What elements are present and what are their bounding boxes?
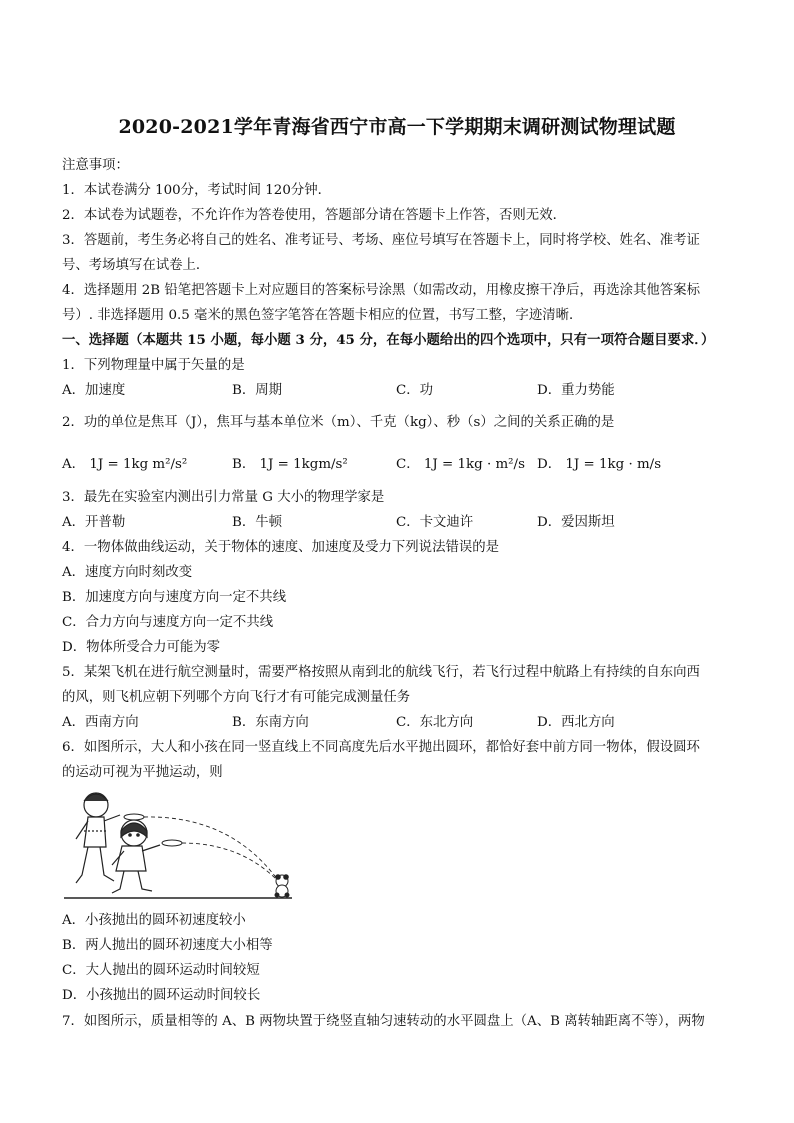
question-1-stem: 1．下列物理量中属于矢量的是	[62, 358, 245, 373]
section-heading: 一、选择题（本题共 15 小题，每小题 3 分，45 分，在每小题给出的四个选项中，只有一项符合题目要求．）	[62, 332, 715, 348]
question-2-stem: 2．功的单位是焦耳（J），焦耳与基本单位米（m）、千克（kg）、秒（s）之间的关系正确的是	[62, 415, 615, 430]
q1-option-b: B．周期	[232, 383, 283, 398]
note-3-line-1: 3．答题前，考生务必将自己的姓名、准考证号、考场、座位号填写在答题卡上，同时将学校、姓名、准考证	[62, 233, 700, 248]
q4-option-c: C．合力方向与速度方向一定不共线	[62, 615, 274, 630]
note-2: 2．本试卷为试题卷，不允许作为答卷使用，答题部分请在答题卡上作答，否则无效．	[62, 208, 566, 223]
child-figure	[112, 820, 160, 893]
question-5-stem-line-2: 的风，则飞机应朝下列哪个方向飞行才有可能完成测量任务	[62, 690, 411, 705]
q2-option-c: C． 1J = 1kg · m²/s	[396, 457, 525, 472]
question-4-stem: 4．一物体做曲线运动，关于物体的速度、加速度及受力下列说法错误的是	[62, 540, 500, 555]
q4-option-a: A．速度方向时刻改变	[62, 565, 193, 580]
q6-option-c: C．大人抛出的圆环运动时间较短	[62, 963, 260, 978]
ring-toss-illustration	[62, 785, 294, 903]
question-6-stem-line-2: 的运动可视为平抛运动，则	[62, 765, 223, 780]
adult-figure	[76, 793, 120, 883]
q3-option-a: A．开普勒	[62, 515, 126, 530]
page-title: 2020-2021学年青海省西宁市高一下学期期末调研测试物理试题	[118, 116, 676, 138]
q5-option-b: B．东南方向	[232, 715, 309, 730]
q1-option-a: A．加速度	[62, 383, 126, 398]
notes-heading: 注意事项：	[62, 158, 129, 173]
q5-option-a: A．西南方向	[62, 715, 139, 730]
q6-option-a: A．小孩抛出的圆环初速度较小	[62, 913, 246, 928]
q4-option-d: D．物体所受合力可能为零	[62, 640, 221, 655]
note-3-line-2: 号、考场填写在试卷上．	[62, 258, 210, 273]
q1-option-c: C．功	[396, 383, 434, 398]
q3-option-c: C．卡文迪许	[396, 515, 474, 530]
target-toy	[275, 875, 289, 897]
q1-option-d: D．重力势能	[537, 383, 615, 398]
q2-option-b: B． 1J = 1kgm/s²	[232, 457, 348, 472]
q2-option-d: D． 1J = 1kg · m/s	[537, 457, 662, 472]
question-7-stem-line-1: 7．如图所示，质量相等的 A、B 两物块置于绕竖直轴匀速转动的水平圆盘上（A、B 离转轴距离不等），两物	[62, 1014, 705, 1029]
q6-option-d: D．小孩抛出的圆环运动时间较长	[62, 988, 261, 1003]
question-5-stem-line-1: 5．某架飞机在进行航空测量时，需要严格按照从南到北的航线飞行，若飞行过程中航路上有持续的自东向西	[62, 665, 700, 680]
q5-option-c: C．东北方向	[396, 715, 474, 730]
q2-option-a: A． 1J = 1kg m²/s²	[62, 457, 188, 472]
q5-option-d: D．西北方向	[537, 715, 615, 730]
question-3-stem: 3．最先在实验室内测出引力常量 G 大小的物理学家是	[62, 490, 385, 505]
note-4-line-2: 号）. 非选择题用 0.5 毫米的黑色签字笔答在答题卡相应的位置，书写工整，字迹清晰．	[62, 308, 583, 323]
child-ring	[162, 840, 182, 846]
q6-option-b: B．两人抛出的圆环初速度大小相等	[62, 938, 273, 953]
adult-ring	[124, 814, 144, 820]
adult-trajectory	[144, 817, 280, 883]
q3-option-d: D．爱因斯坦	[537, 515, 615, 530]
q3-option-b: B．牛顿	[232, 515, 283, 530]
note-4-line-1: 4．选择题用 2B 铅笔把答题卡上对应题目的答案标号涂黑（如需改动，用橡皮擦干净后，再选涂其他答案标	[62, 283, 700, 298]
note-1: 1．本试卷满分 100分，考试时间 120分钟．	[62, 183, 332, 198]
q4-option-b: B．加速度方向与速度方向一定不共线	[62, 590, 287, 605]
child-trajectory	[182, 843, 280, 883]
question-6-stem-line-1: 6．如图所示，大人和小孩在同一竖直线上不同高度先后水平抛出圆环，都恰好套中前方同一物体，假设圆环	[62, 740, 700, 755]
